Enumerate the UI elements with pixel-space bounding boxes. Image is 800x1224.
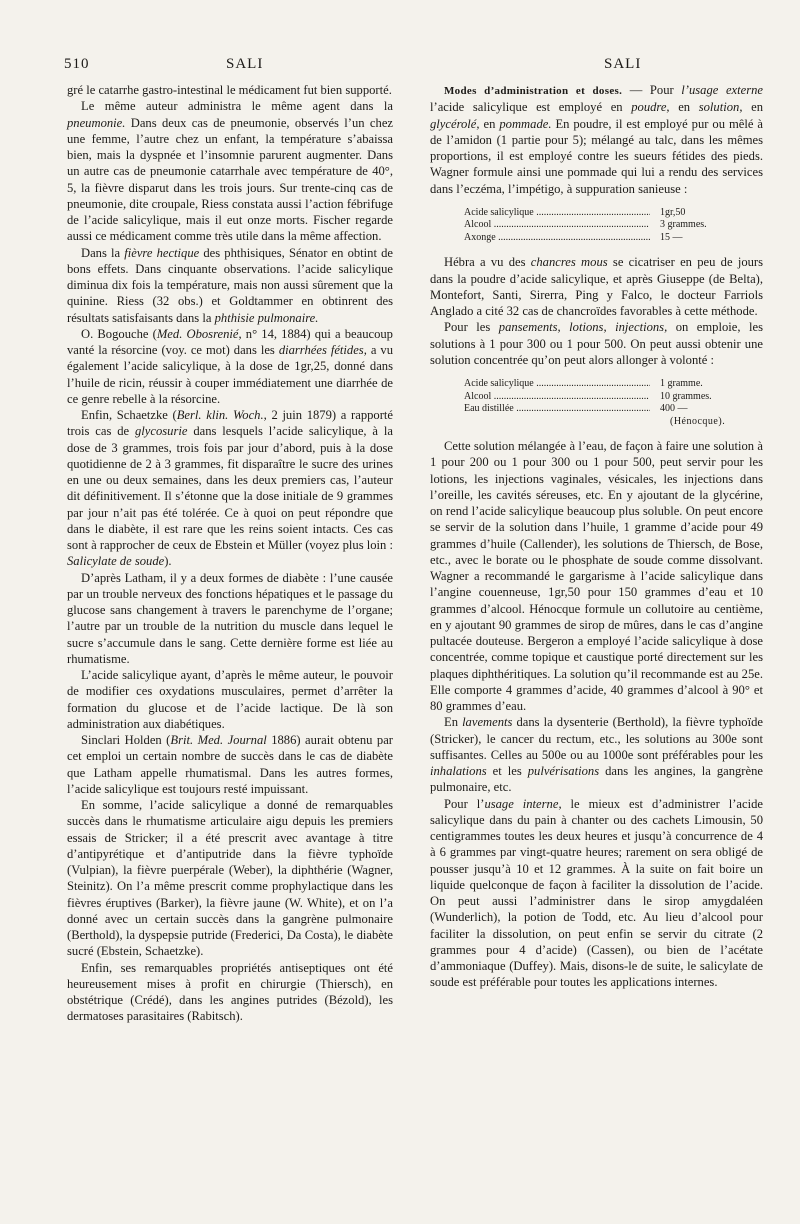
text-run: n° 14, 1884) qui a beaucoup vanté la résorcine (voy. ce mot) dans les bbox=[67, 326, 393, 357]
paragraph: D’après Latham, il y a deux formes de diabète : l’une causée par un trouble nerveux des fonctions hépatiques et le passage du glucose sans changement à travers le parenchyme de l’organe; l’autre par un trouble de la nutrition du muscle dans lequel le sucre s’accumule dans le sang. Cette dernière forme est liée au rhumatisme. bbox=[67, 570, 393, 666]
text-run: en bbox=[669, 100, 699, 115]
text-run: l’acide salicylique est employé en bbox=[430, 100, 632, 115]
italic-term: poudre, bbox=[631, 100, 670, 115]
text-run: se cicatriser en peu de jours dans la poudre d’acide salicylique, et après Giuseppe (de Belta), Montefort, Santi, Sirerra, Ping y Falco, le docteur Farriols Anglado a cité 32 cas de chancroïdes favorables à cette méthode. bbox=[430, 255, 764, 318]
paragraph bbox=[67, 98, 393, 244]
italic-term: fièvre hectique bbox=[124, 245, 200, 260]
paragraph bbox=[430, 254, 763, 319]
italic-term: solution, bbox=[698, 100, 743, 115]
right-column bbox=[430, 82, 763, 991]
text-run: on emploie, les solutions à 1 pour 300 ou 1 pour 500. On peut aussi obtenir une solution concentrée qu’on peut alors allonger à volonté : bbox=[430, 320, 763, 367]
ingredient-name: Alcool ..... bbox=[430, 219, 650, 232]
ingredient-name: Axonge ..... bbox=[430, 232, 650, 245]
paragraph: En somme, l’acide salicylique a donné de remarquables succès dans le rhumatisme articulaire aigu depuis les premiers essais de Stricker; il a été prescrit avec avantage à titre d’antipyrétique et d’antiputride dans la fièvre typhoïde (Vulpian), la fièvre puerpérale (Weber), la diphthérie (Wagner, Steinitz). On l’a même prescrit comme prophylactique dans les fièvres éruptives (Barker), la fièvre jaune (W. White), et on l’a donné avec un certain succès dans la gangrène pulmonaire (Berthold), la dyspepsie putride (Frederici, Da Costa), le diabète sucré (Ebstein, Schaetzke). bbox=[67, 798, 393, 959]
ingredient-name: Alcool ..... bbox=[430, 391, 650, 404]
paragraph bbox=[430, 796, 763, 991]
text-run: ). bbox=[164, 554, 172, 569]
text-run: Le même auteur administra le même agent dans la bbox=[81, 99, 393, 114]
text-run: Pour l’ bbox=[444, 796, 485, 811]
text-run: O. Bogouche ( bbox=[81, 326, 157, 341]
italic-term: lavements bbox=[462, 715, 513, 730]
italic-term: l’usage externe bbox=[681, 83, 763, 97]
italic-term: phthisie pulmonaire. bbox=[214, 310, 319, 325]
paragraph: Enfin, ses remarquables propriétés antiseptiques ont été heureusement mises à profit en chirurgie (Thiersch), en obstétrique (Crédé), dans les angines putrides (Bézold), les dermatoses parasitaires (Rabitsch). bbox=[67, 960, 393, 1024]
text-run: En poudre, il est employé pur ou mêlé à de l’amidon (1 partie pour 5); mélangé au talc, dans les mêmes proportions, il est employé contre les sueurs fétides des pieds. Wagner formule ainsi une pommade qui lui a rendu des services dans l’eczéma, l’impétigo, à suppuration sanieuse : bbox=[430, 116, 764, 196]
prescription-row bbox=[430, 219, 763, 232]
running-title-left: SALI bbox=[226, 56, 264, 72]
italic-term: chancres mous bbox=[530, 255, 608, 270]
text-run: 1886) aurait obtenu par cet emploi un certain nombre de succès dans le cas de diabète que Latham appelle rhumatismal. Dans les autres formes, l’acide salicylique est toujours resté impuissant. bbox=[67, 733, 393, 796]
italic-term: glycérolé, bbox=[430, 116, 480, 131]
italic-term: pneumonie. bbox=[67, 115, 126, 130]
italic-citation: Med. Obosrenié, bbox=[156, 326, 242, 341]
text-run: Sinclari Holden ( bbox=[81, 733, 171, 747]
prescription-row bbox=[430, 378, 763, 391]
text-run: Dans deux cas de pneumonie, observés l’un chez une femme, l’autre chez un enfant, la température s’abaissa bien, mais la dyspnée et l’insomnie parurent augmenter. Dans un autre cas de pneumonie catarrhale avec température de 40°, 5, la fièvre disparut dans les trois jours. Sur trente-cinq cas de pneumonie, dite croupale, Riess constata aussi l’action fébrifuge de l’acide salicylique, mais il eut onze morts. Fischer regarde aussi ce médicament comme très utile dans la même affection. bbox=[67, 115, 393, 244]
section-heading: Modes d’administration et doses. bbox=[444, 85, 623, 97]
prescription-table bbox=[430, 378, 763, 428]
running-header bbox=[0, 56, 800, 78]
text-run: — Pour bbox=[622, 83, 682, 97]
ingredient-name: Acide salicylique ..... bbox=[430, 207, 650, 220]
text-run: a vu également l’acide salicylique, à la dose de 1gr,25, donné dans l’huile de ricin, réussir à couper immédiatement une diarrhée de ce genre rebelle à la résorcine. bbox=[67, 343, 394, 406]
text-run: en bbox=[742, 100, 763, 115]
italic-term: glycosurie bbox=[134, 424, 188, 439]
prescription-row bbox=[430, 207, 763, 220]
ingredient-quantity: 1 gramme. bbox=[660, 378, 703, 389]
italic-term: pansements, lotions, injections, bbox=[498, 320, 668, 335]
prescription-table bbox=[430, 207, 763, 245]
text-run: dans les angines, la gangrène pulmonaire, etc. bbox=[430, 764, 763, 795]
ingredient-name: Eau distillée ..... bbox=[430, 403, 650, 416]
text-run: Dans la bbox=[81, 245, 125, 260]
italic-citation: Berl. klin. Woch., bbox=[176, 408, 267, 422]
paragraph: L’acide salicylique ayant, d’après le même auteur, le pouvoir de modifier ces oxydations musculaires, permet d’arrêter la formation du glucose et de l’acide lactique. De là son administration aux diabétiques. bbox=[67, 668, 393, 731]
running-title-right: SALI bbox=[604, 56, 642, 72]
ingredient-name: Acide salicylique ..... bbox=[430, 378, 650, 391]
page-number: 510 bbox=[64, 56, 90, 72]
ingredient-quantity: 3 grammes. bbox=[660, 219, 707, 231]
ingredient-quantity: 1gr,50 bbox=[660, 206, 686, 218]
italic-reference: Salicylate de soude bbox=[67, 554, 165, 569]
prescription-row bbox=[430, 232, 763, 245]
text-run: en bbox=[479, 116, 500, 131]
text-run: 2 juin 1879) a rapporté trois cas de bbox=[67, 408, 393, 439]
ingredient-quantity: 15 — bbox=[660, 231, 683, 243]
ingredient-quantity: 400 — bbox=[660, 403, 688, 414]
italic-term: diarrhées fétides, bbox=[278, 343, 367, 357]
italic-citation: Brit. Med. Journal bbox=[170, 733, 267, 747]
paragraph bbox=[430, 319, 763, 368]
text-run: Hébra a vu des bbox=[444, 255, 531, 270]
italic-term: pulvérisations bbox=[527, 764, 600, 778]
paragraph bbox=[67, 732, 393, 797]
ingredient-quantity: 10 grammes. bbox=[660, 390, 712, 402]
paragraph bbox=[67, 245, 393, 326]
paragraph: Cette solution mélangée à l’eau, de façon à faire une solution à 1 pour 200 ou 1 pour 300 ou 1 pour 500, peut servir pour les lotions, les injections vaginales, vésicales, les injections dans l’oreille, les cavités séreuses, etc. En y ajoutant de la glycérine, on rend l’acide salicylique beaucoup plus soluble. On peut encore se servir de la solution dans l’huile, 1 gramme d’acide pour 49 grammes d’huile (Callender), les solutions de Thiersch, de Bose, etc., avec le borate ou le phosphate de soude comme dissolvant. Wagner a recommandé le gargarisme à l’acide salicylique dans l’angine couenneuse, 1gr,50 pour 150 grammes d’eau et 10 grammes d’alcool. Hénocque formule un collutoire au centième, en y ajoutant 90 grammes de sirop de mûres, dans le cas d’angine pultacée douteuse. Bergeron a employé l’acide salicylique à dose concentrée, comme topique et caustique porté directement sur les plaques diphthéritiques. La solution qu’il recommande est au 25e. Elle comporte 4 grammes d’acide, 40 grammes d’alcool à 90° et 80 grammes d’eau. bbox=[430, 439, 763, 713]
paragraph bbox=[67, 326, 393, 407]
text-run: dans la dysenterie (Berthold), la fièvre typhoïde (Stricker), le cancer du rectum, etc., les solutions au 300e sont suffisantes. Celles au 500e ou au 1000e sont préférables pour les bbox=[430, 715, 763, 762]
paragraph bbox=[67, 407, 393, 570]
italic-term: inhalations bbox=[430, 764, 487, 778]
prescription-row bbox=[430, 391, 763, 404]
left-column bbox=[67, 82, 393, 1025]
text-run: Enfin, Schaetzke ( bbox=[81, 408, 177, 422]
text-run: et les bbox=[486, 764, 528, 778]
text-run: des phthisiques, Sénator en obtint de bons effets. Dans cinquante observations. l’acide salicylique diminua dix fois la température, mais non aussi sûrement que la quinine. Riess (32 obs.) et Goldtammer en obtinrent des résultats satisfaisants dans la bbox=[67, 245, 393, 325]
prescription-author: (Hénocque). bbox=[670, 415, 726, 427]
italic-term: usage interne, bbox=[484, 796, 562, 811]
paragraph: gré le catarrhe gastro-intestinal le médicament fut bien supporté. bbox=[67, 83, 392, 97]
paragraph bbox=[430, 82, 763, 197]
paragraph bbox=[430, 714, 763, 795]
italic-term: pommade. bbox=[499, 116, 552, 131]
text-run: En bbox=[444, 715, 463, 730]
text-run: Pour les bbox=[444, 320, 499, 335]
text-run: dans lesquels l’acide salicylique, à la dose de 3 grammes, trois fois par jour d’abord, puis à la dose quotidienne de 2 à 3 grammes, fit disparaître le sucre des urines en une ou deux semaines, dans les deux premiers cas, l’auteur dit définitivement. Il s’étonne que la dose initiale de 9 grammes par jour n’ait pas été tolérée. Ce à quoi on peut répondre que dans le diabète, il est rare que les reins soient intacts. Ces cas sont à rapprocher de ceux de Ebstein et Müller (voyez plus loin : bbox=[67, 424, 393, 552]
text-run: le mieux est d’administrer l’acide salicylique dans du pain à chanter ou des cachets Limousin, 50 centigrammes toutes les deux heures et jusqu’à concurrence de 4 à 6 grammes par vingt-quatre heures; rarement on sera obligé de pousser jusqu’à 10 et 12 grammes. À la suite on fait boire un liquide quelconque de façon à faciliter la dissolution de l’acide. On peut aussi l’administrer dans le sirop amygdaléen (Wunderlich), la potion de Todd, etc. Au lieu d’alcool pour faciliter la dissolution, on peut enfin se servir du citrate (2 grammes pour 4 d’acide) (Cassen), ou bien de l’acétate d’ammoniaque (Duffey). Mais, disons-le de suite, le salicylate de soude est préférable pour toutes les applications internes. bbox=[430, 796, 763, 990]
prescription-row bbox=[430, 403, 763, 416]
